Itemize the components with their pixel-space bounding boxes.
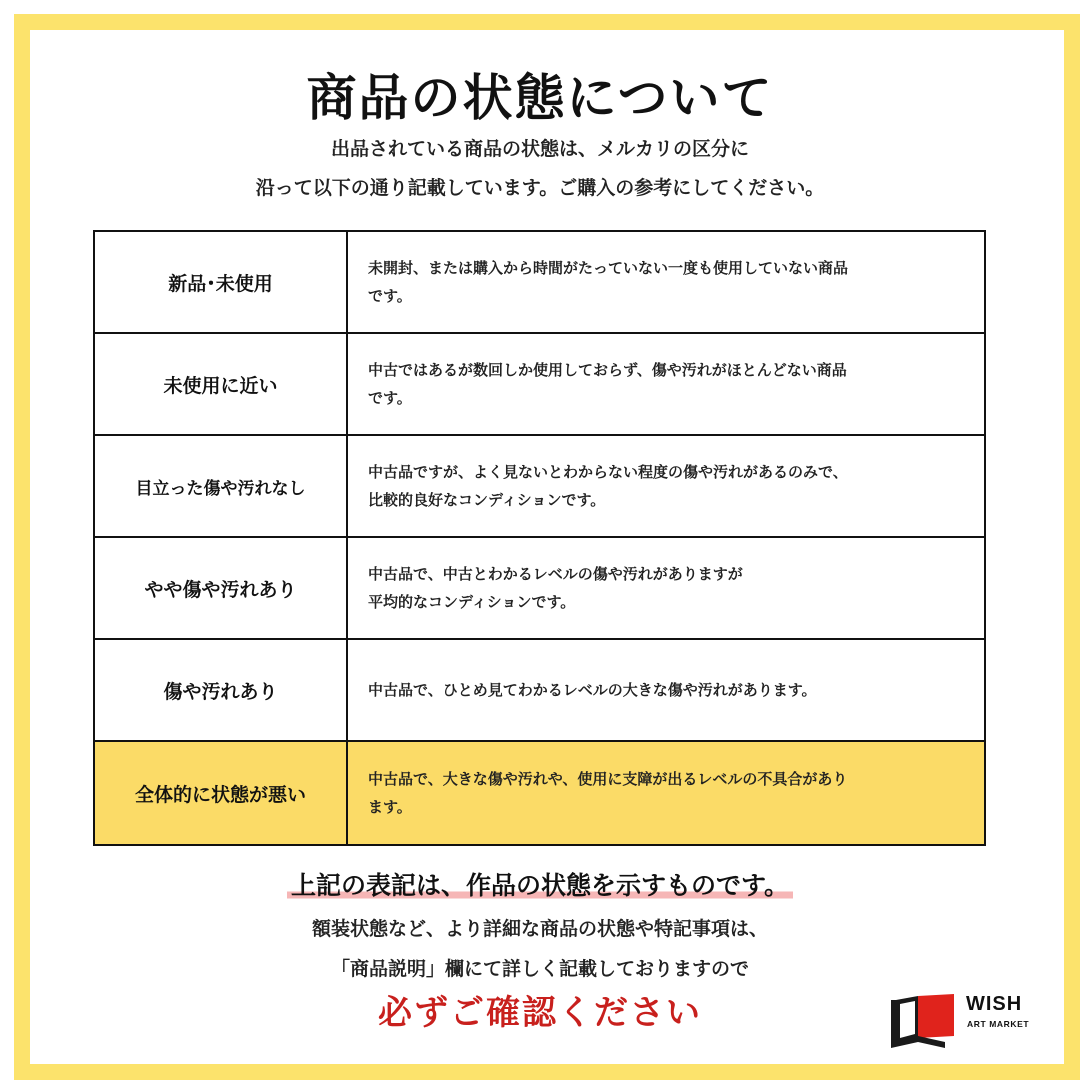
- condition-label: 未使用に近い: [95, 334, 348, 434]
- description-line: 中古品で、ひとめ見てわかるレベルの大きな傷や汚れがあります。: [368, 681, 817, 699]
- note-line-1: 額装状態など、より詳細な商品の状態や特記事項は、: [311, 918, 768, 940]
- description-line: 中古品ですが、よく見ないとわからない程度の傷や汚れがあるのみで、: [368, 463, 848, 481]
- description-line: 中古品で、大きな傷や汚れや、使用に支障が出るレベルの不具合があり: [368, 770, 848, 788]
- table-row: [95, 232, 984, 334]
- condition-description: [348, 742, 984, 844]
- condition-description: [348, 436, 984, 536]
- condition-label: やや傷や汚れあり: [95, 538, 348, 638]
- brand-name: WISH: [966, 993, 1023, 1015]
- table-row: [95, 334, 984, 436]
- call-to-action: 必ずご確認ください: [378, 993, 702, 1033]
- condition-description: [348, 334, 984, 434]
- condition-label: 目立った傷や汚れなし: [95, 436, 348, 536]
- description-line: 未開封、または購入から時間がたっていない一度も使用していない商品: [368, 259, 849, 277]
- open-book-red-flag-icon: [888, 992, 960, 1048]
- condition-description: [348, 232, 984, 332]
- description-line: です。: [368, 389, 412, 407]
- table-row-highlighted: [95, 742, 984, 844]
- table-row: [95, 640, 984, 742]
- intro-line-2: 沿って以下の通り記載しています。ご購入の参考にしてください。: [255, 177, 825, 199]
- description-line: です。: [368, 287, 412, 305]
- page-title: 商品の状態について: [306, 69, 774, 127]
- description-line: 比較的良好なコンディションです。: [368, 491, 606, 509]
- condition-description: [348, 538, 984, 638]
- table-row: [95, 538, 984, 640]
- description-line: 平均的なコンディションです。: [368, 593, 576, 611]
- condition-label: 傷や汚れあり: [95, 640, 348, 740]
- description-line: ます。: [368, 798, 412, 816]
- brand-subtitle: ART MARKET: [967, 1019, 1030, 1029]
- condition-description: [348, 640, 984, 740]
- description-line: 中古品で、中古とわかるレベルの傷や汚れがありますが: [368, 565, 743, 583]
- condition-label: 全体的に状態が悪い: [95, 742, 348, 844]
- description-line: 中古ではあるが数回しか使用しておらず、傷や汚れがほとんどない商品: [368, 361, 847, 379]
- brand-logo: [888, 990, 1048, 1050]
- note-heading: 上記の表記は、作品の状態を示すものです。: [287, 871, 793, 901]
- condition-table: [93, 230, 986, 846]
- note-heading-wrapper: [0, 866, 1080, 902]
- intro-line-1: 出品されている商品の状態は、メルカリの区分に: [330, 138, 749, 160]
- table-row: [95, 436, 984, 538]
- condition-label: 新品･未使用: [95, 232, 348, 332]
- note-line-2: 「商品説明」欄にて詳しく記載しておりますので: [330, 958, 749, 980]
